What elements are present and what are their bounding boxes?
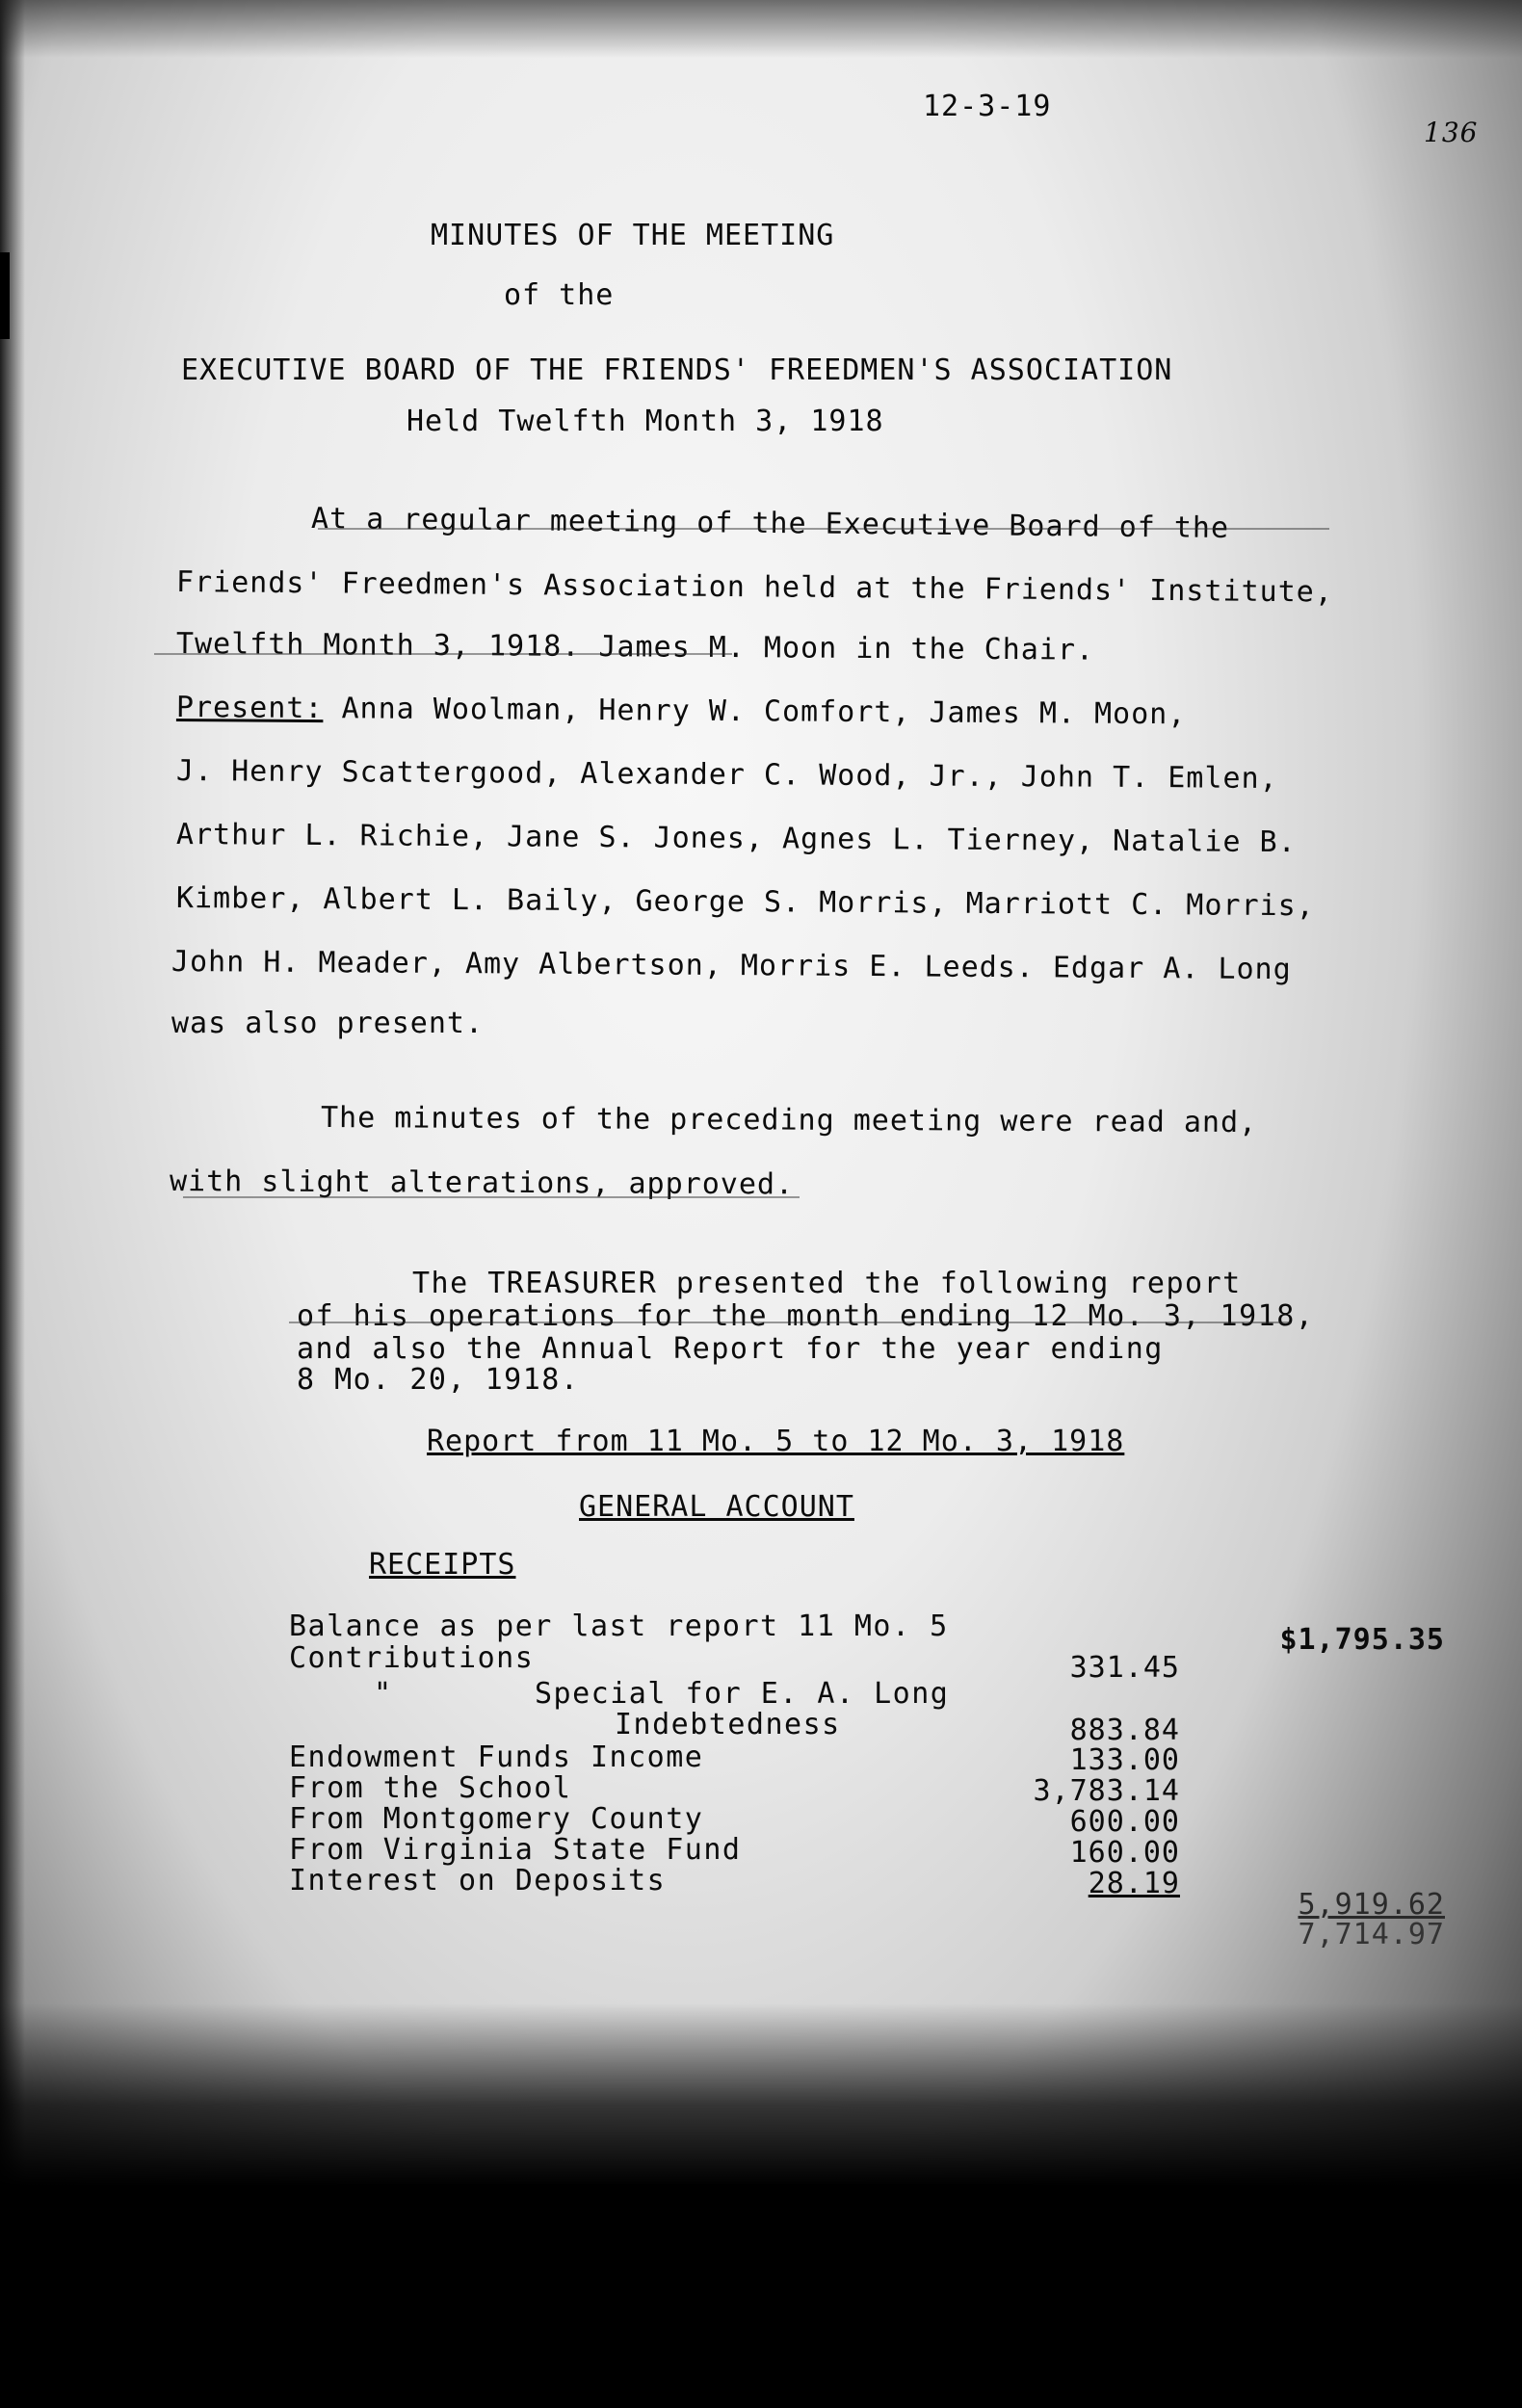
account-heading: GENERAL ACCOUNT: [579, 1490, 854, 1524]
attendance-line-5: J. Henry Scattergood, Alexander C. Wood, Jr., John T. Emlen,: [175, 754, 1278, 796]
treasurer-line-2: of his operations for the month ending 12 Mo. 3, 1918,: [297, 1299, 1315, 1333]
endowment-label: Endowment Funds Income: [289, 1741, 704, 1774]
attendance-line-8: John H. Meader, Amy Albertson, Morris E. Leeds. Edgar A. Long: [171, 945, 1292, 987]
virginia-amount: 160.00: [1069, 1836, 1180, 1870]
minutes-line-2: with slight alterations, approved.: [169, 1165, 795, 1202]
grand-total: 7,714.97: [1298, 1918, 1445, 1951]
title-line-4: Held Twelfth Month 3, 1918: [407, 405, 884, 438]
school-label: From the School: [289, 1771, 572, 1805]
report-heading: Report from 11 Mo. 5 to 12 Mo. 3, 1918: [427, 1425, 1125, 1458]
contributions-amount: 331.45: [1069, 1651, 1180, 1685]
balance-amount: $1,795.35: [1279, 1623, 1445, 1657]
treasurer-line-4: 8 Mo. 20, 1918.: [297, 1363, 580, 1397]
receipts-heading: RECEIPTS: [369, 1548, 516, 1582]
special-label: Special for E. A. Long: [535, 1677, 950, 1711]
attendance-line-4: [175, 691, 1187, 732]
montgomery-amount: 600.00: [1069, 1805, 1180, 1839]
treasurer-line-3: and also the Annual Report for the year ending: [297, 1332, 1164, 1366]
attendance-line-6: Arthur L. Richie, Jane S. Jones, Agnes L. Tierney, Natalie B.: [175, 818, 1297, 860]
present-names-1: Anna Woolman, Henry W. Comfort, James M. Moon,: [323, 692, 1187, 732]
endowment-amount: 133.00: [1069, 1743, 1180, 1777]
school-amount: 3,783.14: [1033, 1774, 1180, 1808]
ruled-line: [289, 1322, 1291, 1323]
attendance-line-7: Kimber, Albert L. Baily, George S. Morris, Marriott C. Morris,: [175, 881, 1315, 924]
title-line-1: MINUTES OF THE MEETING: [431, 219, 835, 252]
present-label: Present:: [175, 691, 324, 726]
attendance-line-2: Friends' Freedmen's Association held at the Friends' Institute,: [175, 565, 1334, 610]
title-line-2: of the: [504, 278, 615, 312]
indebtedness-amount: 883.84: [1069, 1714, 1180, 1747]
date-code: 12-3-19: [923, 90, 1052, 123]
minutes-line-1: The minutes of the preceding meeting were read and,: [320, 1101, 1258, 1140]
scan-bottom-shadow: [0, 2003, 1522, 2408]
indebtedness-label: Indebtedness: [615, 1708, 841, 1741]
binder-mark: [0, 252, 10, 339]
montgomery-label: From Montgomery County: [289, 1802, 704, 1836]
attendance-line-3: Twelfth Month 3, 1918. James M. Moon in the Chair.: [175, 627, 1095, 667]
interest-amount: 28.19: [1088, 1867, 1180, 1900]
top-shadow: [0, 0, 1522, 58]
virginia-label: From Virginia State Fund: [289, 1833, 742, 1867]
title-line-3: EXECUTIVE BOARD OF THE FRIENDS' FREEDMEN'S ASSOCIATION: [181, 353, 1173, 387]
contributions-label: Contributions: [289, 1641, 535, 1675]
ruled-line: [318, 528, 1329, 530]
interest-label: Interest on Deposits: [289, 1864, 667, 1898]
ditto-mark: ": [374, 1677, 393, 1711]
ruled-line: [183, 1196, 800, 1198]
page-number: 136: [1424, 117, 1479, 148]
treasurer-line-1: The TREASURER presented the following report: [412, 1267, 1242, 1300]
receipts-sum: 5,919.62: [1298, 1888, 1445, 1922]
balance-label: Balance as per last report 11 Mo. 5: [289, 1610, 949, 1643]
ruled-line: [154, 653, 732, 655]
attendance-line-9: was also present.: [171, 1007, 485, 1040]
attendance-line-1: At a regular meeting of the Executive Board of the: [310, 502, 1230, 545]
